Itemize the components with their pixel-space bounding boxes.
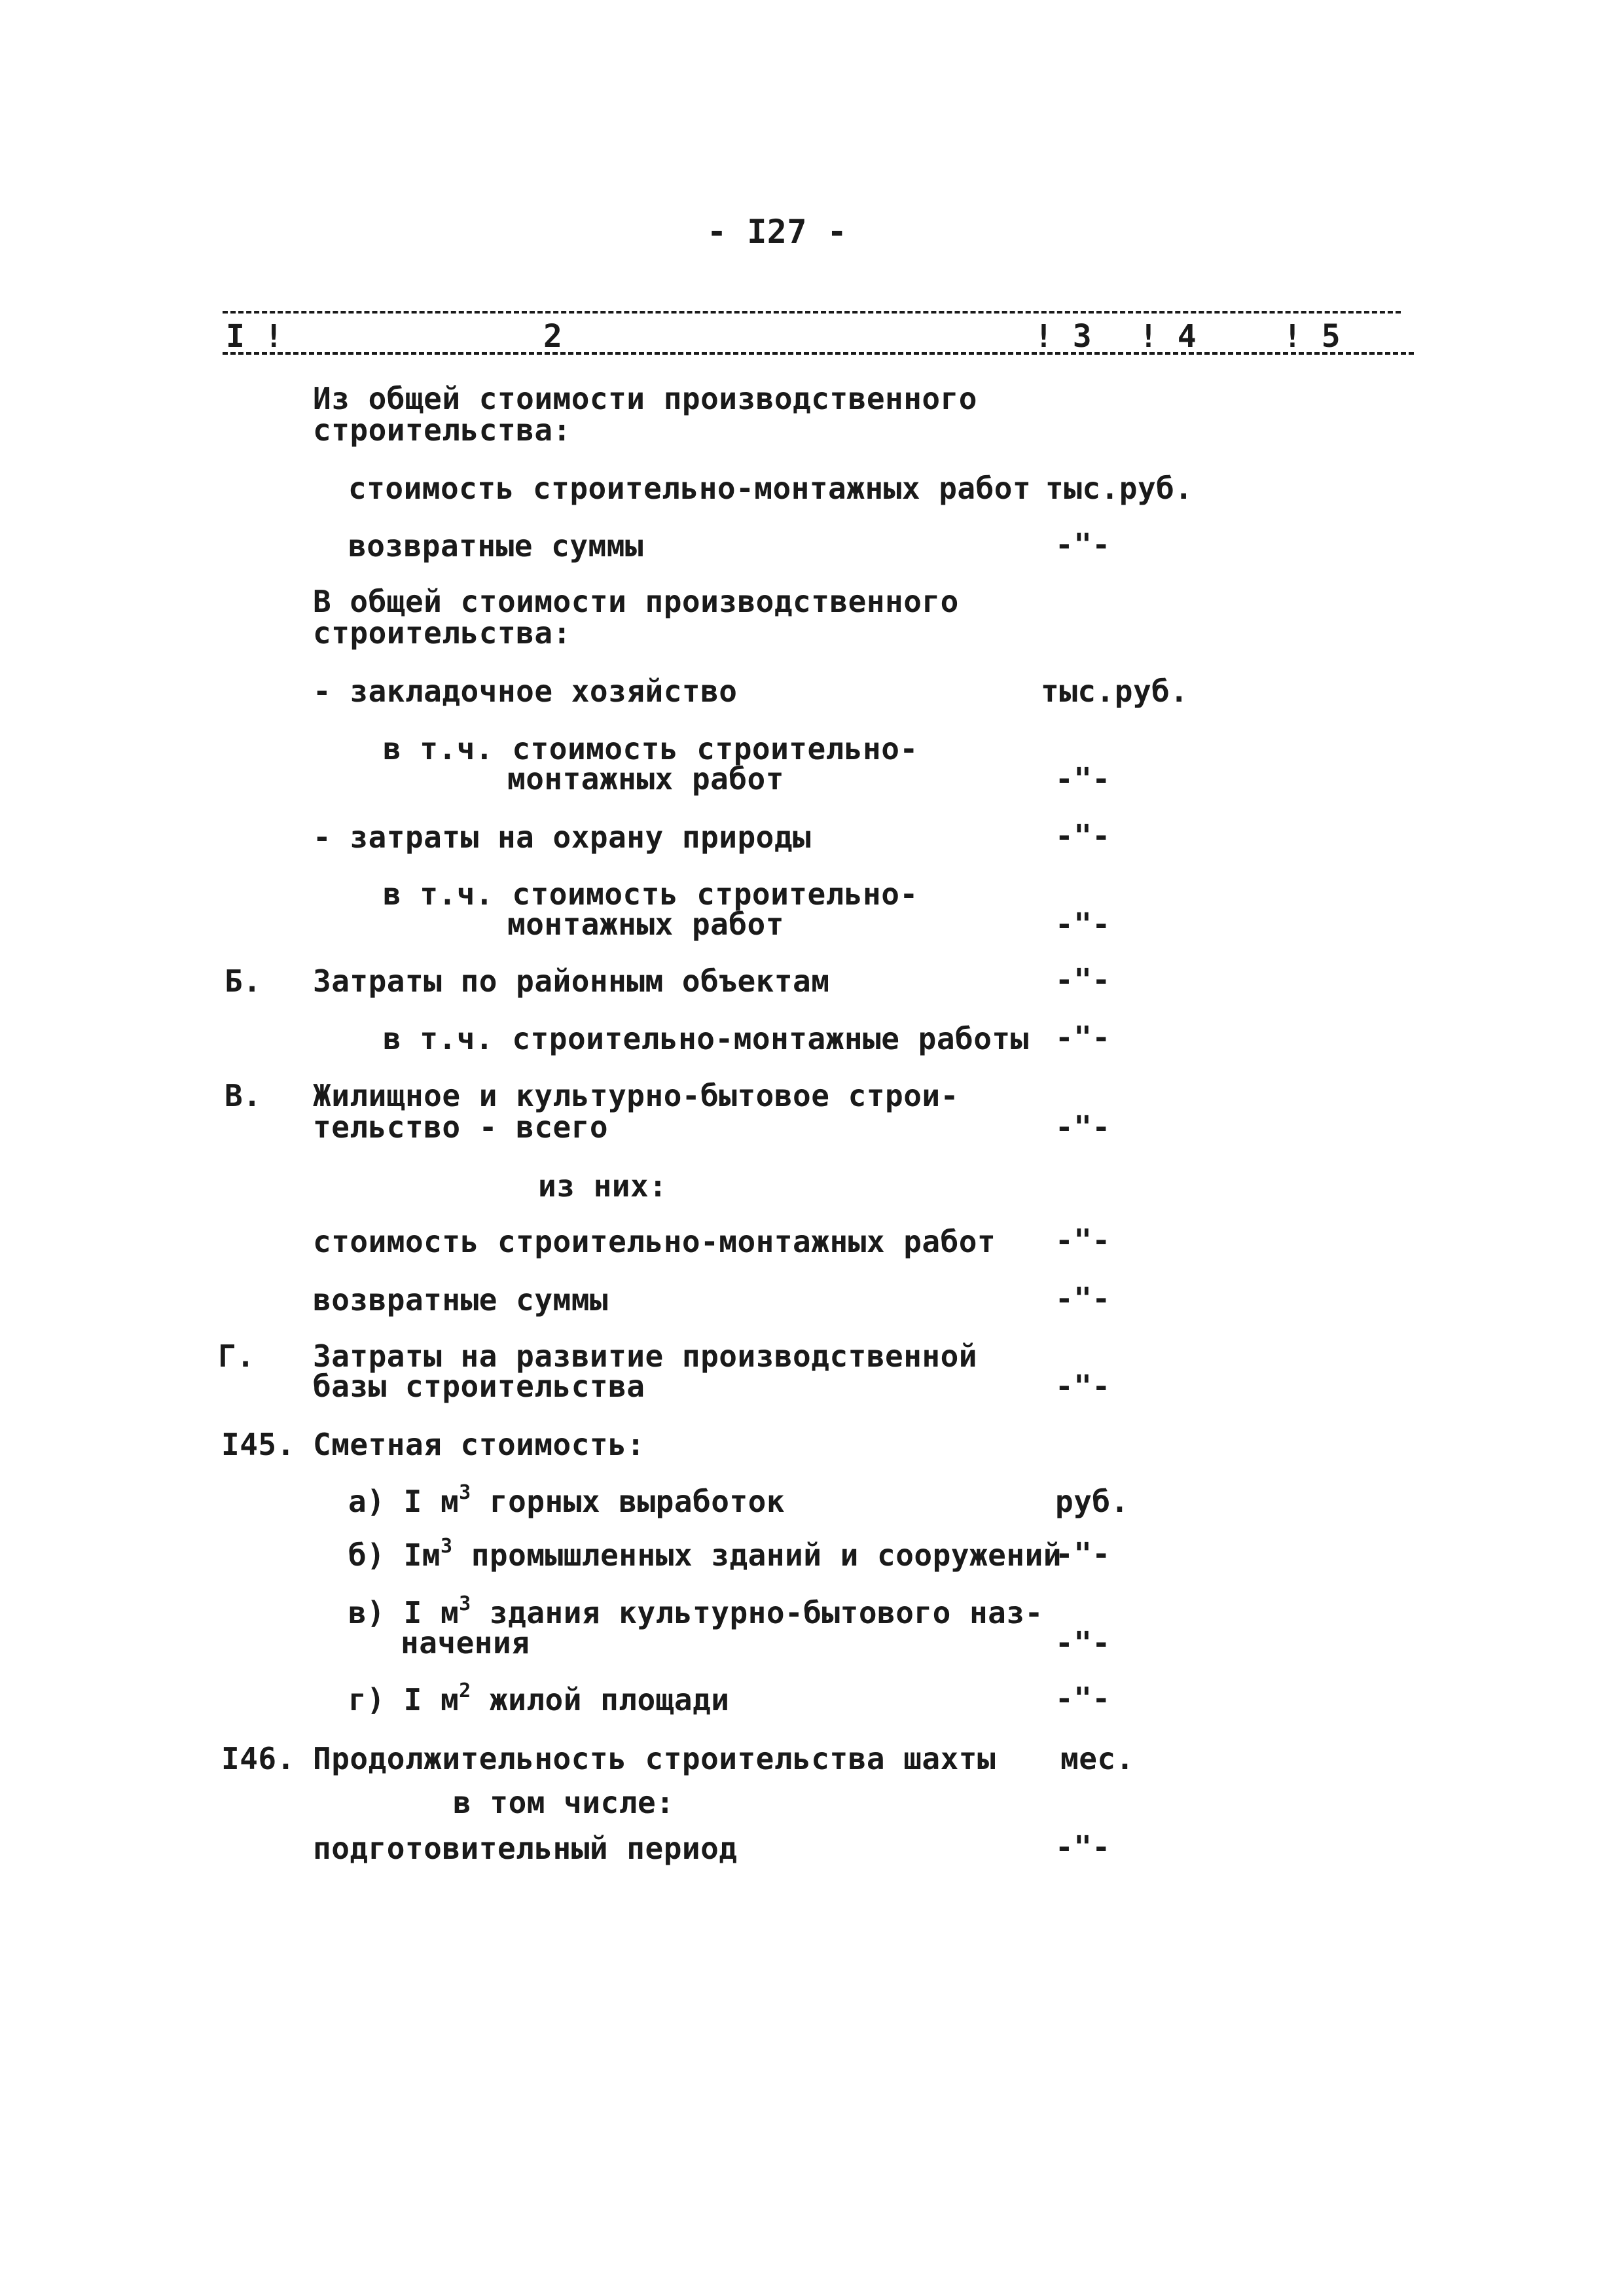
row-unit: -"- bbox=[1055, 1369, 1111, 1404]
row-label: Жилищное и культурно-бытовое строи- bbox=[313, 1078, 959, 1113]
row-label bbox=[348, 1480, 785, 1519]
row-label-text: а) I м bbox=[348, 1484, 460, 1519]
row-unit: -"- bbox=[1055, 1020, 1111, 1055]
row-label: Сметная стоимость: bbox=[313, 1427, 645, 1462]
row-unit: -"- bbox=[1055, 1109, 1111, 1145]
row-label: начения bbox=[401, 1625, 530, 1660]
row-unit: тыс.руб. bbox=[1045, 471, 1193, 506]
row-unit: тыс.руб. bbox=[1041, 673, 1189, 709]
row-label: в т.ч. стоимость строительно- bbox=[383, 731, 918, 766]
header-bottom-rule bbox=[223, 352, 1414, 355]
row-label: подготовительный период bbox=[313, 1831, 738, 1866]
row-label: тельство - всего bbox=[313, 1109, 609, 1145]
row-label-text: г) I м bbox=[348, 1682, 460, 1717]
row-unit: мес. bbox=[1060, 1741, 1134, 1776]
row-label: из них: bbox=[538, 1168, 668, 1204]
row-label: стоимость строительно-монтажных работ bbox=[313, 1224, 996, 1259]
row-unit: -"- bbox=[1055, 527, 1111, 562]
row-label: базы строительства bbox=[313, 1369, 645, 1404]
row-label: возвратные суммы bbox=[313, 1282, 609, 1318]
row-unit: -"- bbox=[1055, 1281, 1111, 1316]
superscript: 2 bbox=[459, 1679, 471, 1702]
row-unit: -"- bbox=[1055, 906, 1111, 942]
row-label: монтажных работ bbox=[507, 761, 784, 797]
row-marker: Б. bbox=[225, 963, 262, 999]
row-label: строительства: bbox=[313, 615, 571, 651]
row-marker: Г. bbox=[218, 1338, 255, 1374]
row-label: монтажных работ bbox=[507, 906, 784, 942]
row-marker: В. bbox=[225, 1078, 262, 1113]
row-label: в том числе: bbox=[453, 1785, 675, 1820]
row-label: - закладочное хозяйство bbox=[313, 673, 738, 709]
header-col-4: ! 4 bbox=[1139, 318, 1197, 355]
row-label-text: горных выработок bbox=[471, 1484, 785, 1519]
header-col-2: 2 bbox=[543, 318, 563, 355]
row-label bbox=[348, 1534, 1062, 1573]
page-number: - I27 - bbox=[707, 213, 848, 251]
row-unit: руб. bbox=[1055, 1484, 1129, 1519]
row-label-text: жилой площади bbox=[471, 1682, 730, 1717]
row-unit: -"- bbox=[1055, 761, 1111, 797]
header-col-1: I ! bbox=[226, 318, 284, 355]
header-top-rule bbox=[223, 311, 1401, 314]
row-label: Продолжительность строительства шахты bbox=[313, 1741, 996, 1776]
row-label: Затраты по районным объектам bbox=[313, 963, 830, 999]
row-label: в т.ч. строительно-монтажные работы bbox=[383, 1021, 1029, 1056]
row-label: в т.ч. стоимость строительно- bbox=[383, 876, 918, 912]
row-label-text: промышленных зданий и сооружений bbox=[452, 1537, 1062, 1573]
row-label: Из общей стоимости производственного bbox=[313, 381, 977, 416]
row-label-text: в) I м bbox=[348, 1595, 460, 1630]
row-unit: -"- bbox=[1055, 818, 1111, 853]
superscript: 3 bbox=[459, 1480, 471, 1504]
row-label: возвратные суммы bbox=[348, 528, 644, 564]
row-label: стоимость строительно-монтажных работ bbox=[348, 471, 1032, 506]
row-marker: I46. bbox=[221, 1741, 295, 1776]
row-label-text: здания культурно-бытового наз- bbox=[471, 1595, 1043, 1630]
row-unit: -"- bbox=[1055, 1223, 1111, 1258]
header-col-3: ! 3 bbox=[1034, 318, 1092, 355]
row-label: строительства: bbox=[313, 412, 571, 448]
superscript: 3 bbox=[459, 1592, 471, 1615]
row-unit: -"- bbox=[1055, 1681, 1111, 1716]
row-marker: I45. bbox=[221, 1427, 295, 1462]
row-unit: -"- bbox=[1055, 962, 1111, 997]
row-unit: -"- bbox=[1055, 1536, 1111, 1571]
row-unit: -"- bbox=[1055, 1829, 1111, 1865]
row-label bbox=[348, 1679, 730, 1717]
superscript: 3 bbox=[440, 1534, 453, 1558]
row-label: - затраты на охрану природы bbox=[313, 819, 812, 855]
header-col-5: ! 5 bbox=[1283, 318, 1341, 355]
row-label: В общей стоимости производственного bbox=[313, 584, 959, 619]
row-label: Затраты на развитие производственной bbox=[313, 1338, 977, 1374]
row-label bbox=[348, 1592, 1043, 1630]
row-unit: -"- bbox=[1055, 1625, 1111, 1660]
row-label-text: б) Iм bbox=[348, 1537, 441, 1573]
